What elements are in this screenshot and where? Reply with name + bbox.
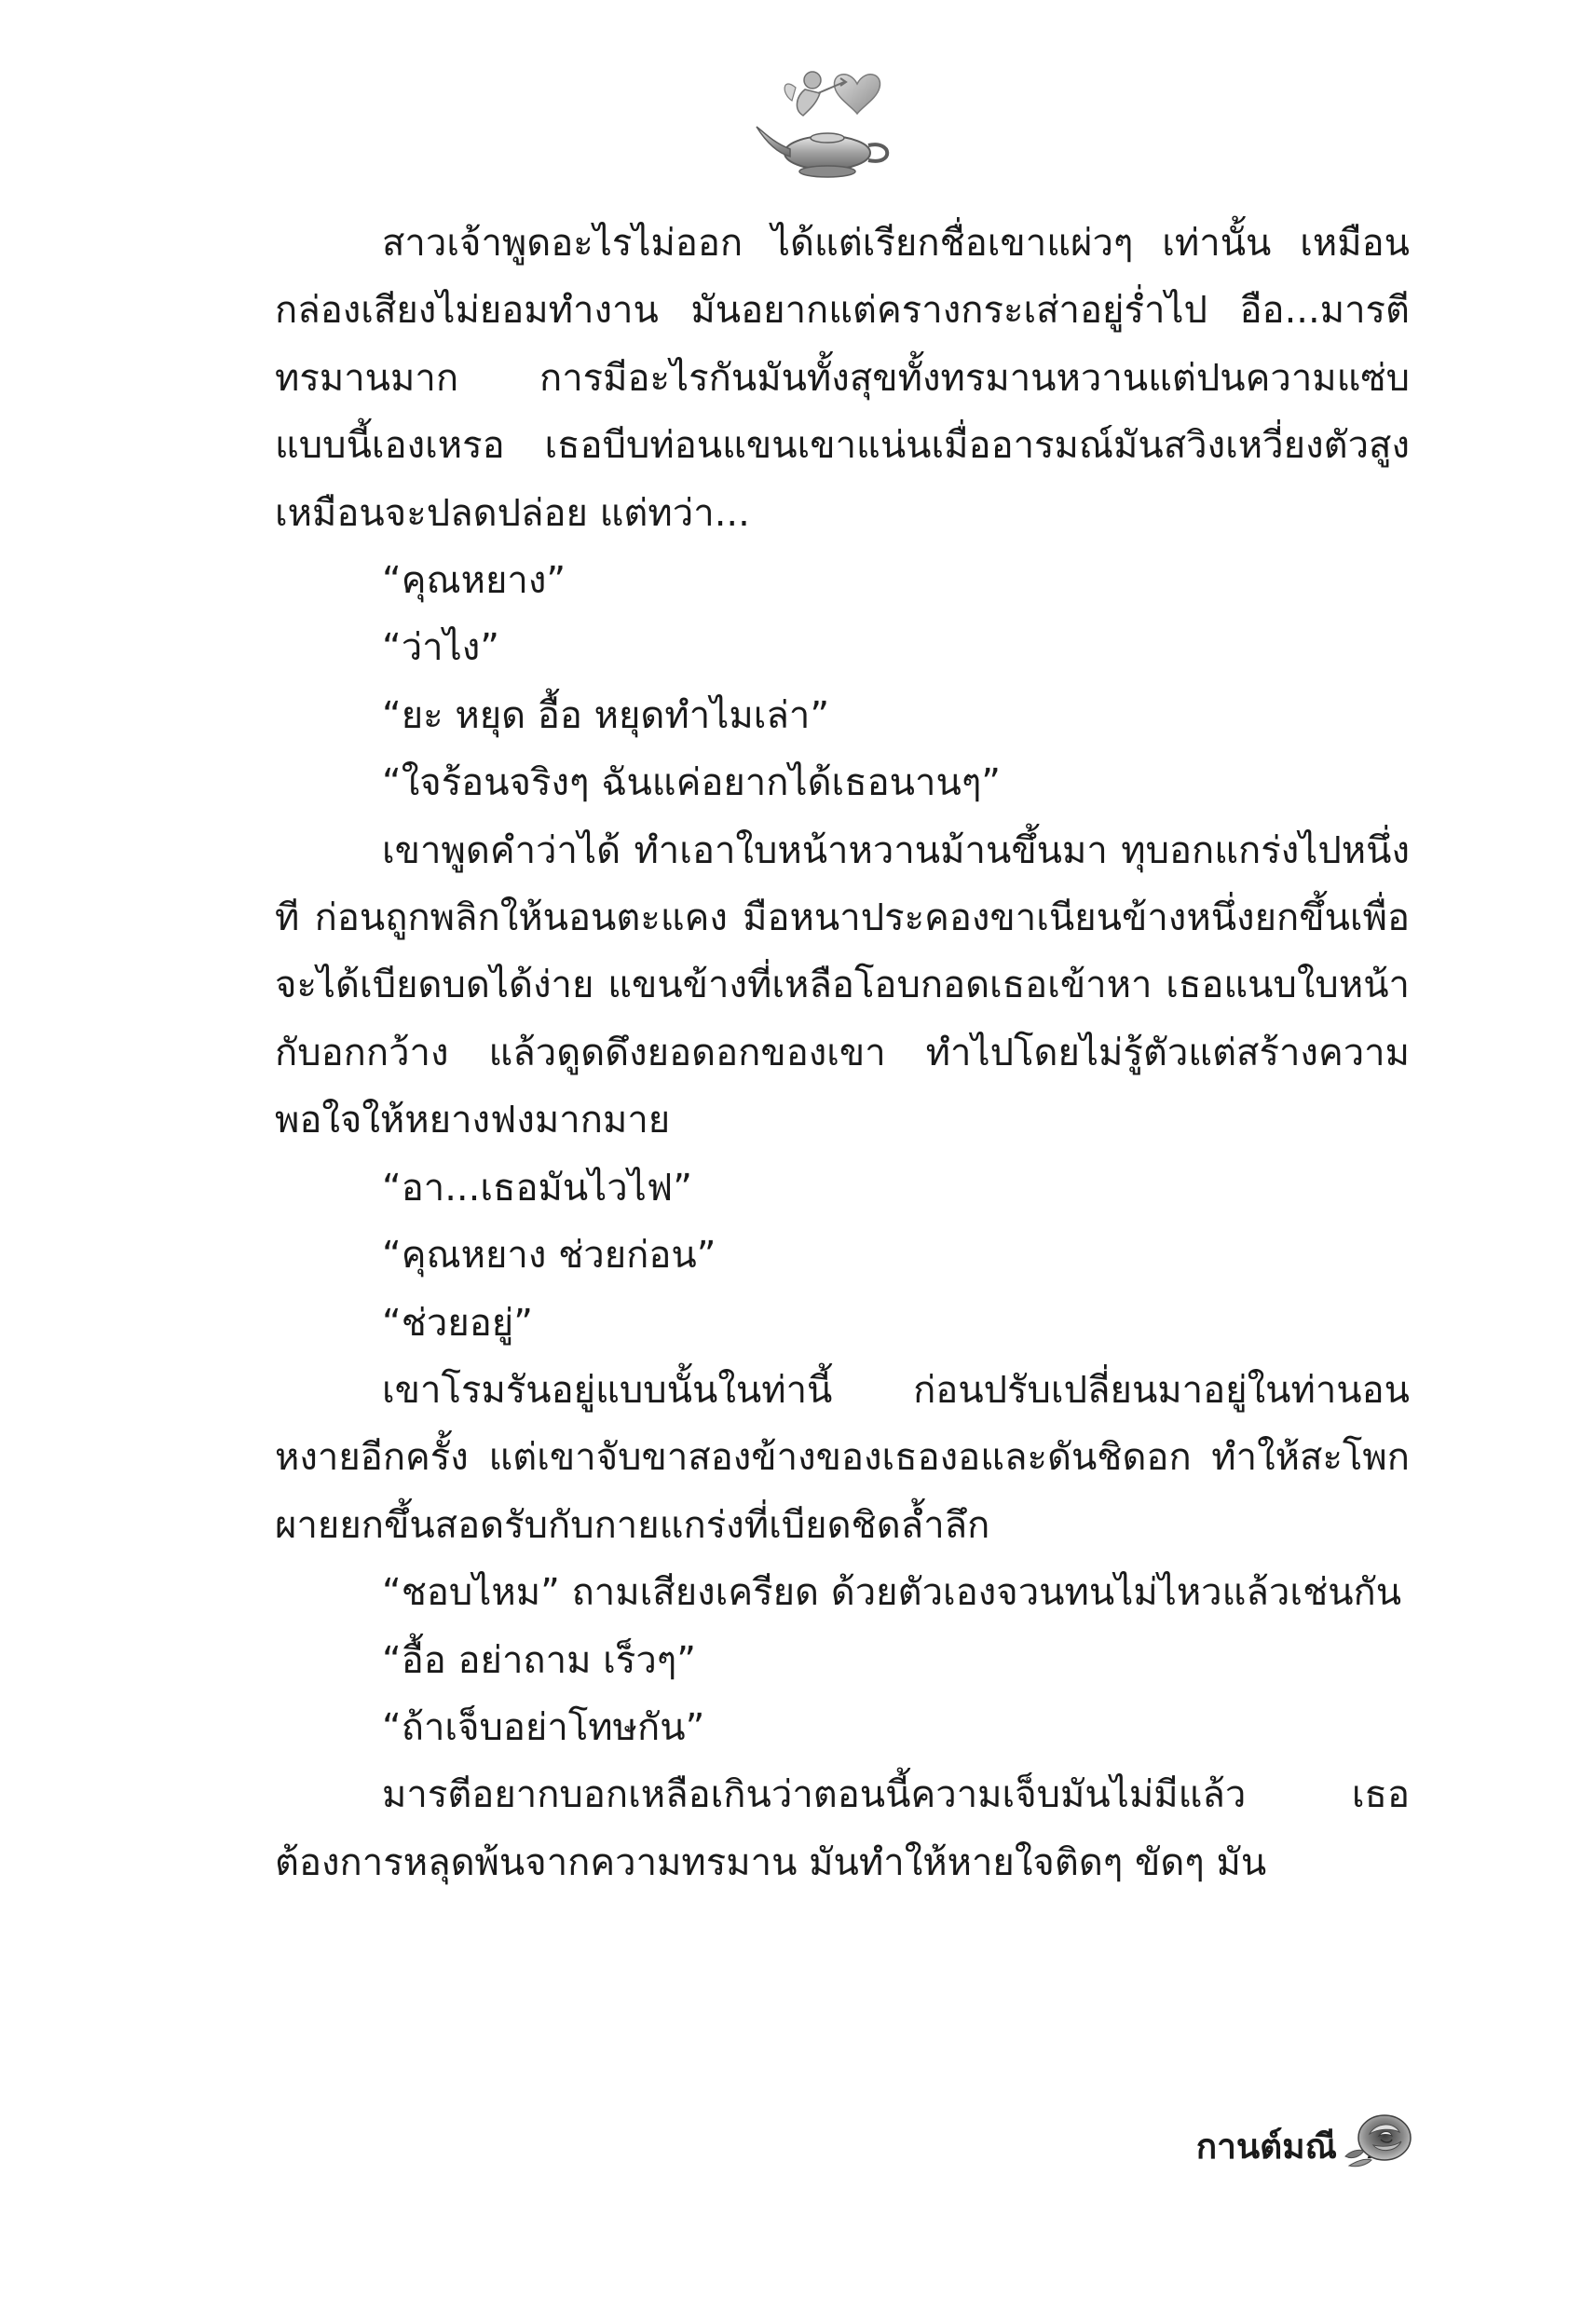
paragraph: “ชอบไหม” ถามเสียงเครียด ด้วยตัวเองจวนทนไม่ไหวแล้วเช่นกัน	[382, 1571, 1402, 1615]
dialogue-line: “คุณหยาง ช่วยก่อน”	[382, 1234, 716, 1278]
paragraph: เขาโรมรันอยู่แบบนั้นในท่านี้ ก่อนปรับเปลี่ยนมาอยู่ในท่านอนหงายอีกครั้ง แต่เขาจับขาสองข้างของเธองอและดันชิดอก ทำให้สะโพกผายยกขึ้นสอดรับกับกายแกร่งที่เบียดชิดล้ำลึก	[275, 1368, 1410, 1547]
dialogue-line: “ช่วยอยู่”	[382, 1301, 533, 1345]
cupid-teapot-ornament-icon	[753, 56, 902, 182]
dialogue-line: “ยะ หยุด อื้อ หยุดทำไมเล่า”	[382, 693, 830, 737]
paragraph: เขาพูดคำว่าได้ ทำเอาใบหน้าหวานม้านขึ้นมา ทุบอกแกร่งไปหนึ่งที ก่อนถูกพลิกให้นอนตะแคง มือหนาประคองขาเนียนข้างหนึ่งยกขึ้นเพื่อจะได้เบียดบดได้ง่าย แขนข้างที่เหลือโอบกอดเธอเข้าหา เธอแนบใบหน้ากับอกกว้าง แล้วดูดดึงยอดอกของเขา ทำไปโดยไม่รู้ตัวแต่สร้างความพอใจให้หยางฟงมากมาย	[275, 828, 1410, 1142]
rose-icon	[1342, 2108, 1416, 2169]
paragraph: สาวเจ้าพูดอะไรไม่ออก ได้แต่เรียกชื่อเขาแผ่วๆ เท่านั้น เหมือนกล่องเสียงไม่ยอมทำงาน มันอยากแต่ครางกระเส่าอยู่ร่ำไป อือ...มารตีทรมานมาก การมีอะไรกันมันทั้งสุขทั้งทรมานหวานแต่ปนความแซ่บแบบนี้เองเหรอ เธอบีบท่อนแขนเขาแน่นเมื่ออารมณ์มันสวิงเหวี่ยงตัวสูงเหมือนจะปลดปล่อย แต่ทว่า...	[275, 222, 1410, 535]
dialogue-line: “คุณหยาง”	[382, 559, 566, 603]
dialogue-line: “ใจร้อนจริงๆ ฉันแค่อยากได้เธอนานๆ”	[382, 761, 1002, 805]
dialogue-line: “ถ้าเจ็บอย่าโทษกัน”	[382, 1705, 705, 1749]
dialogue-line: “อื้อ อย่าถาม เร็วๆ”	[382, 1638, 696, 1682]
dialogue-line: “ว่าไง”	[382, 626, 500, 670]
paragraph: มารตีอยากบอกเหลือเกินว่าตอนนี้ความเจ็บมันไม่มีแล้ว เธอต้องการหลุดพ้นจากความทรมาน มันทำให้หายใจติดๆ ขัดๆ มัน	[275, 1773, 1410, 1884]
chapter-body	[275, 210, 1410, 1896]
dialogue-line: “อา...เธอมันไวไฟ”	[382, 1166, 692, 1210]
footer-author-title: กานต์มณี	[1195, 2126, 1337, 2167]
